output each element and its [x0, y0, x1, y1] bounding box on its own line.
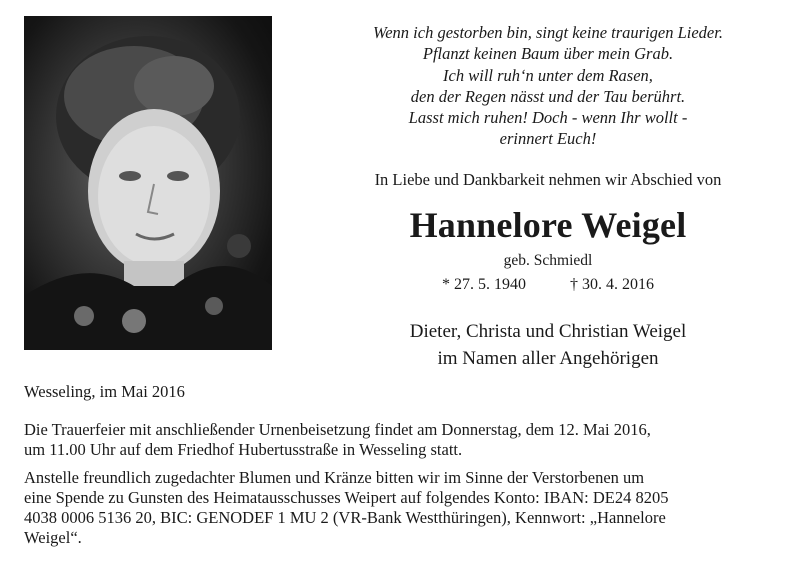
funeral-line: um 11.00 Uhr auf dem Friedhof Hubertusstraße in Wesseling statt. [24, 440, 463, 459]
donation-info [24, 468, 780, 548]
family-note: im Namen aller Angehörigen [437, 348, 659, 369]
life-dates [310, 276, 786, 294]
portrait-photo [24, 16, 272, 350]
death-date: † 30. 4. 2016 [570, 276, 654, 293]
poem-line: Lasst mich ruhen! Doch - wenn Ihr wollt - [408, 108, 688, 128]
farewell-text: In Liebe und Dankbarkeit nehmen wir Abschied von [374, 170, 722, 189]
poem [310, 22, 786, 150]
poem-line: Pflanzt keinen Baum über mein Grab. [422, 44, 674, 64]
portrait-illustration [24, 16, 272, 350]
deceased-name: Hannelore Weigel [409, 205, 687, 245]
poem-line: Wenn ich gestorben bin, singt keine traurigen Lieder. [373, 23, 723, 42]
birth-date: * 27. 5. 1940 [442, 276, 526, 293]
poem-line: Ich will ruh‘n unter dem Rasen, [443, 65, 653, 85]
family-signature [310, 318, 786, 372]
donation-line: 4038 0006 5136 20, BIC: GENODEF 1 MU 2 (VR-Bank Westthüringen), Kennwort: „Hannelore [24, 508, 666, 527]
poem-line: den der Regen nässt und der Tau berührt. [410, 86, 686, 106]
donation-line: Weigel“. [24, 528, 82, 547]
maiden-name: geb. Schmiedl [503, 252, 593, 269]
poem-line: erinnert Euch! [499, 129, 597, 149]
donation-line: eine Spende zu Gunsten des Heimatausschusses Weipert auf folgendes Konto: IBAN: DE24 8205 [24, 488, 669, 507]
place-date: Wesseling, im Mai 2016 [24, 382, 185, 401]
donation-line: Anstelle freundlich zugedachter Blumen und Kränze bitten wir im Sinne der Verstorbenen um [24, 468, 645, 487]
funeral-info [24, 420, 780, 460]
family-names: Dieter, Christa und Christian Weigel [409, 321, 687, 342]
funeral-line: Die Trauerfeier mit anschließender Urnenbeisetzung findet am Donnerstag, dem 12. Mai 2016, [24, 420, 651, 439]
